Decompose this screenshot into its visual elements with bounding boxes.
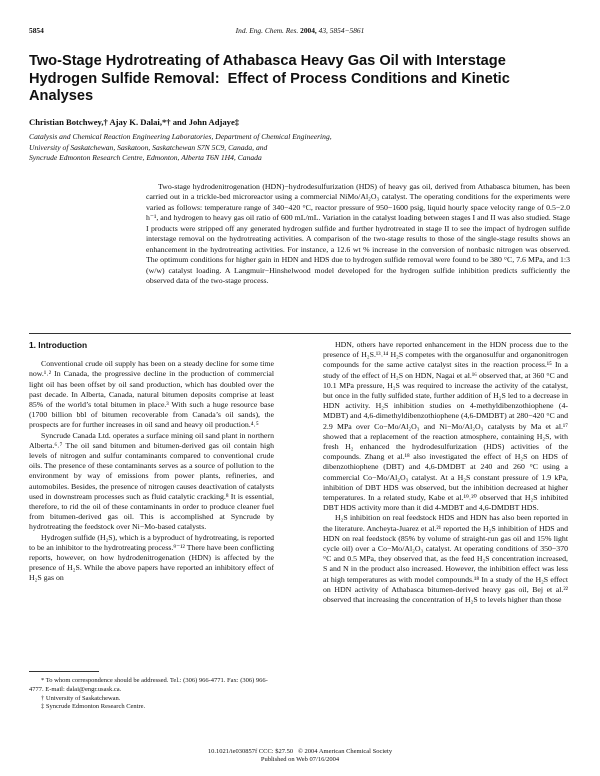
footnotes xyxy=(29,677,279,712)
doi-copyright: 10.1021/ie030857f CCC: $27.50 © 2004 American Chemical Society xyxy=(207,748,393,755)
journal-pages: 5854−5861 xyxy=(329,26,365,35)
body-paragraph: Conventional crude oil supply has been on a steady decline for some time now.¹˒² In Canada, the progressive decline in the production of commercial light oil has been offset by oil sand production, which has doubled over the past decade. In Alberta, Canada, natural bitumen deposits comprise at least 85% of the world’s total bitumen in place.³ With such a huge resource base (1700 billion bbl of bitumen recoverable from Canada’s oil sands), the prospects are for further increases in oil sand and heavy oil production.⁴˒⁵ xyxy=(29,359,274,430)
left-column xyxy=(29,340,274,584)
right-column xyxy=(323,340,568,605)
journal-year: 2004, xyxy=(300,26,317,35)
body-paragraph: Syncrude Canada Ltd. operates a surface mining oil sand plant in northern Alberta.⁶˒⁷ The oil sand bitumen and bitumen-derived gas oil contain high levels of nitrogen and sulfur contaminants compared to conventional crude oils. The presence of these contaminants serves as a source of pollution to the environment by way of emissions from power plants, refineries, and automobiles. Besides, the presence of nitrogen causes deactivation of catalysts used in downstream processes such as fluid catalytic cracking.⁸ It is essential, therefore, to rid the oil of these contaminants in order to produce cleaner fuel from bitumen-derived gas oil. This is accomplished at Syncrude by hydrotreating the feedstock over Ni−Mo-based catalysts. xyxy=(29,430,274,532)
section-heading: 1. Introduction xyxy=(29,340,88,350)
page-number: 5854 xyxy=(29,26,44,35)
affiliation-line: Syncrude Edmonton Research Centre, Edmonton, Alberta T6N 1H4, Canada xyxy=(29,153,262,163)
footnote-affiliation: ‡ Syncrude Edmonton Research Centre. xyxy=(41,703,146,711)
footnote-divider xyxy=(29,671,99,672)
section-divider xyxy=(29,333,571,334)
running-header xyxy=(29,26,571,38)
body-paragraph: Hydrogen sulfide (H₂S), which is a byproduct of hydrotreating, is reported to be an inhibitor to the hydrotreating process.⁹⁻¹² There have been conflicting reports, however, on how hydrodenitrogenation (HDN) is affected by the presence of H₂S. While the above papers have reported an inhibitory effect of H₂S gas on xyxy=(29,532,274,583)
author-list: Christian Botchwey,† Ajay K. Dalai,*† and John Adjaye‡ xyxy=(29,117,240,127)
footnote-affiliation: † University of Saskatchewan. xyxy=(41,694,121,702)
body-paragraph: HDN, others have reported enhancement in the HDN process due to the presence of H₂S.¹³˒¹⁴ H₂S competes with the organosulfur and organonitrogen compounds for the same active catalyst sites in the reaction process.¹⁵ In a study of the effect of H₂S on HDN, Nagai et al.¹⁶ observed that, at 360 °C and 10.1 MPa pressure, H₂S was required to increase the activity of the catalyst, but once in the fully sulfided state, further addition of H₂S led to a decrease in HDN activity. H₂S inhibition studies on 4-methyldibenzothiophene (4-MDBT) and 4,6-dimethyldibenzothiophene (4,6-DMDBT) at 280−420 °C and 2.9 MPa over Co−Mo/Al₂O₃ and Ni−Mo/Al₂O₃ catalysts by Ma et al.¹⁷ showed that a replacement of the reaction atmosphere, containing H₂S, with fresh H₂ enhanced the hydrodesulfurization (HDS) activities of the compounds. Zhang et al.¹⁸ also investigated the effect of H₂S on HDS of dibenzothiophene (DBT) and 4,6-DMDBT at 240 and 260 °C using a commercial Co−Mo/Al₂O₃ catalyst. At a H₂S constant pressure of 1.9 kPa, inhibition of DBT HDS was observed, but the inhibition decreased at higher temperatures. In a related study, Kabe et al.¹⁹˒²⁰ observed that H₂S inhibited DBT HDS activity more than it did 4-MDBT and 4,6-DMDBT HDS. xyxy=(323,340,568,513)
abstract: Two-stage hydrodenitrogenation (HDN)−hydrodesulfurization (HDS) of heavy gas oil, derived from Athabasca bitumen, has been carried out in a trickle-bed microreactor using a commercial NiMo/Al₂O₃ catalyst. The operating conditions for the experiments were varied as follows: temperature range of 340−420 °C, reactor pressure of 950−1600 psig, liquid hourly space velocity range of 0.5−2.0 h⁻¹, and hydrogen to heavy gas oil ratio of 600 mL/mL. Variation in the catalyst loading between stages I and II was also studied. Stage I products were stripped off any generated hydrogen sulfide and further hydrotreated in stage II to see the impact of hydrogen sulfide interstage removal on the hydrotreating activities. A comparison of the two-stage results to those of the single-stage results shows an enhancement in the hydrotreating activities. For instance, a 12.6 wt % increase in the conversion of nonbasic nitrogen was observed. The optimum conditions for higher gain in HDN and HDS due to hydrogen sulfide removal were found to be 380 °C, 7.6 MPa, and 1:3 (w/w) catalyst loading. A Langmuir−Hinshelwood model developed for the hydrogen sulfide inhibition predicts sufficiently the observed data of the two-stage process. xyxy=(146,182,570,286)
affiliation-line: Catalysis and Chemical Reaction Engineering Laboratories, Department of Chemical Engineering, xyxy=(29,132,332,141)
publication-date: Published on Web 07/16/2004 xyxy=(260,756,340,764)
footnote-correspondence: * To whom correspondence should be addressed. Tel.: (306) 966-4771. Fax: (306) 966-4777. E-mail: dalai@engr.usask.ca. xyxy=(29,677,268,693)
publication-footer xyxy=(0,748,600,765)
journal-volume: 43, xyxy=(318,26,328,35)
body-paragraph: H₂S inhibition on real feedstock HDS and HDN has also been reported in the literature. Ancheyta-Juarez et al.²¹ reported the H₂S inhibition of HDS and HDN on real feedstock (85% by volume of straight-run gas oil and 15% light cycle oil) over a Co−Mo/Al₂O₃ catalyst. At operating conditions of 350−370 °C and 0.5 MPa, they observed that, as the feed H₂S concentration increased, S and N in the product also increased. However, the inhibition effect was less at high temperatures as with model compounds.¹⁸ In a study of the H₂S effect on HDN activity of Athabasca bitumen-derived heavy gas oil, Bej et al.²² observed that increasing the concentration of H₂S to levels higher than those xyxy=(323,513,568,605)
journal-citation xyxy=(29,26,571,35)
article-title: Two-Stage Hydrotreating of Athabasca Heavy Gas Oil with Interstage Hydrogen Sulfide Removal: Effect of Process Conditions and Kinetic Analyses xyxy=(29,53,510,104)
affiliation-line: University of Saskatchewan, Saskatoon, Saskatchewan S7N 5C9, Canada, and xyxy=(29,142,268,152)
journal-name: Ind. Eng. Chem. Res. xyxy=(235,26,299,35)
affiliations xyxy=(29,132,489,164)
